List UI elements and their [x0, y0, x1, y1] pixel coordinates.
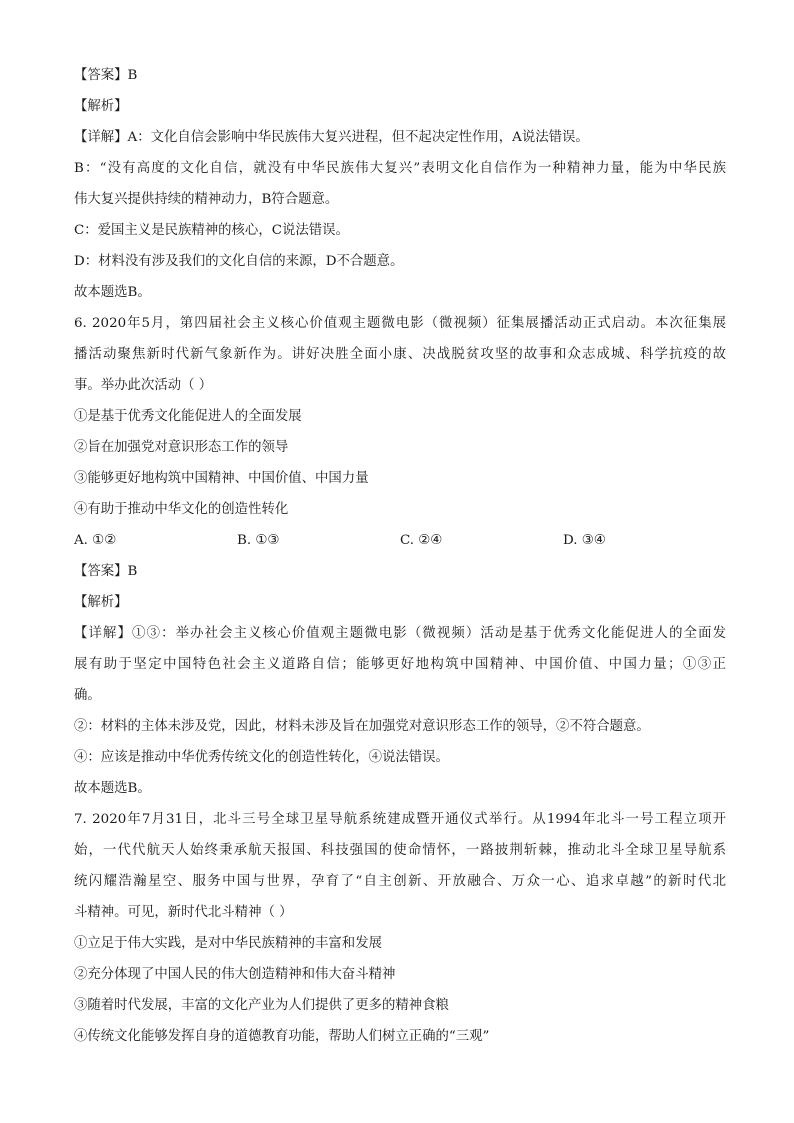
q5-conclusion: 故本题选B。 — [74, 285, 151, 300]
q6-stem-line: 6. 2020年5月，第四届社会主义核心价值观主题微电影（微视频）征集展播活动正式启动。本次征集展 — [74, 316, 726, 331]
q7-stem-line: 斗精神。可见，新时代北斗精神（ ） — [74, 905, 293, 920]
document-page — [74, 60, 726, 1052]
q7-stem-line: 7. 2020年7月31日，北斗三号全球卫星导航系统建成暨开通仪式举行。从1994年北斗一号工程立项开 — [74, 812, 726, 827]
q6-analysis-heading: 【解析】 — [74, 595, 128, 610]
q6-statement: ②旨在加强党对意识形态工作的领导 — [74, 440, 289, 455]
q6-statement: ③能够更好地构筑中国精神、中国价值、中国力量 — [74, 471, 369, 486]
q6-stem-line: 事。举办此次活动（ ） — [74, 378, 213, 393]
q5-detail-line: 【详解】A：文化自信会影响中华民族伟大复兴进程，但不起决定性作用，A说法错误。 — [74, 130, 589, 145]
q7-statement: ③随着时代发展，丰富的文化产业为人们提供了更多的精神食粮 — [74, 998, 449, 1013]
q5-detail-line: B：“没有高度的文化自信，就没有中华民族伟大复兴”表明文化自信作为一种精神力量，能为中华民族 — [74, 161, 726, 176]
q6-options — [74, 525, 726, 556]
q5-detail-line: D：材料没有涉及我们的文化自信的来源，D不合题意。 — [74, 254, 404, 269]
q6-conclusion: 故本题选B。 — [74, 781, 151, 796]
q6-detail-line: 【详解】①③：举办社会主义核心价值观主题微电影（微视频）活动是基于优秀文化能促进人的全面发 — [74, 626, 726, 641]
q6-statement: ①是基于优秀文化能促进人的全面发展 — [74, 409, 302, 424]
q6-detail-line: 确。 — [74, 688, 101, 703]
q6-option-c: C. ②④ — [400, 533, 443, 548]
q6-answer: 【答案】B — [74, 564, 138, 579]
q6-option-b: B. ①③ — [237, 533, 280, 548]
q7-statement: ④传统文化能够发挥自身的道德教育功能，帮助人们树立正确的“三观” — [74, 1029, 490, 1044]
q7-stem-line: 始，一代代航天人始终秉承航天报国、科技强国的使命情怀，一路披荆斩棘，推动北斗全球卫星导航系 — [74, 843, 726, 858]
q7-stem-line: 统闪耀浩瀚星空、服务中国与世界，孕育了“自主创新、开放融合、万众一心、追求卓越”的新时代北 — [74, 874, 726, 889]
q6-option-d: D. ③④ — [563, 533, 606, 548]
q5-detail-line: 伟大复兴提供持续的精神动力，B符合题意。 — [74, 192, 339, 207]
q6-statement: ④有助于推动中华文化的创造性转化 — [74, 502, 289, 517]
q6-detail-line: 展有助于坚定中国特色社会主义道路自信；能够更好地构筑中国精神、中国价值、中国力量；①③正 — [74, 657, 726, 672]
q6-detail-line: ④：应该是推动中华优秀传统文化的创造性转化，④说法错误。 — [74, 750, 449, 765]
q7-statement: ②充分体现了中国人民的伟大创造精神和伟大奋斗精神 — [74, 967, 396, 982]
q5-answer: 【答案】B — [74, 68, 138, 83]
q5-analysis-heading: 【解析】 — [74, 99, 128, 114]
q7-statement: ①立足于伟大实践，是对中华民族精神的丰富和发展 — [74, 936, 382, 951]
q6-stem-line: 播活动聚焦新时代新气象新作为。讲好决胜全面小康、决战脱贫攻坚的故事和众志成城、科学抗疫的故 — [74, 347, 726, 362]
q5-detail-line: C：爱国主义是民族精神的核心，C说法错误。 — [74, 223, 349, 238]
q6-option-a: A. ①② — [74, 533, 117, 548]
q6-detail-line: ②：材料的主体未涉及党，因此，材料未涉及旨在加强党对意识形态工作的领导，②不符合题意。 — [74, 719, 650, 734]
